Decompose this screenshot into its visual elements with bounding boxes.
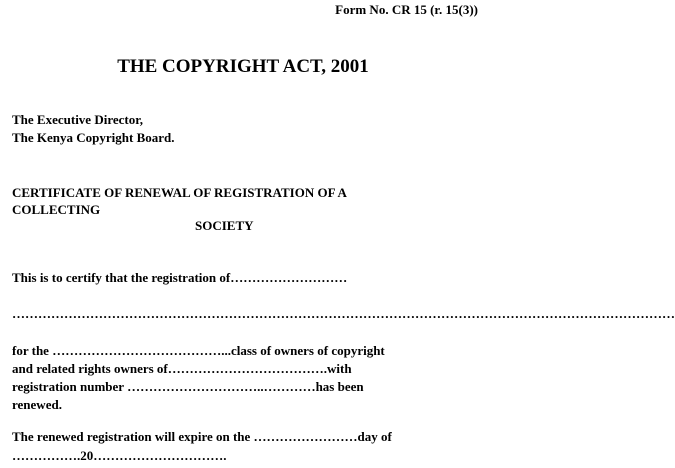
expiry-line: The renewed registration will expire on the ……………………day of [12, 429, 392, 444]
addressee-line-1: The Executive Director, [12, 112, 144, 127]
society-name-blank-line: ……………………………………………………………………………………………………………………………………… [12, 306, 675, 321]
registration-number-line: registration number …………………………..…………has been [12, 379, 364, 394]
certificate-heading-line-3: SOCIETY [195, 218, 254, 233]
class-of-owners-line: for the …………………………………...class of owners of copyright [12, 343, 385, 358]
renewed-line: renewed. [12, 397, 62, 412]
expiry-date-line: …………….20…………………………. [12, 448, 227, 463]
certificate-heading-line-1: CERTIFICATE OF RENEWAL OF REGISTRATION OF A [12, 185, 347, 200]
document-title: THE COPYRIGHT ACT, 2001 [117, 56, 369, 77]
related-rights-owners-line: and related rights owners of……………………………….with [12, 361, 352, 376]
registration-of-line: This is to certify that the registration of……………………… [12, 270, 348, 285]
certificate-heading-line-2: COLLECTING [12, 202, 101, 217]
addressee-line-2: The Kenya Copyright Board. [12, 130, 175, 145]
form-number: Form No. CR 15 (r. 15(3)) [335, 2, 478, 17]
